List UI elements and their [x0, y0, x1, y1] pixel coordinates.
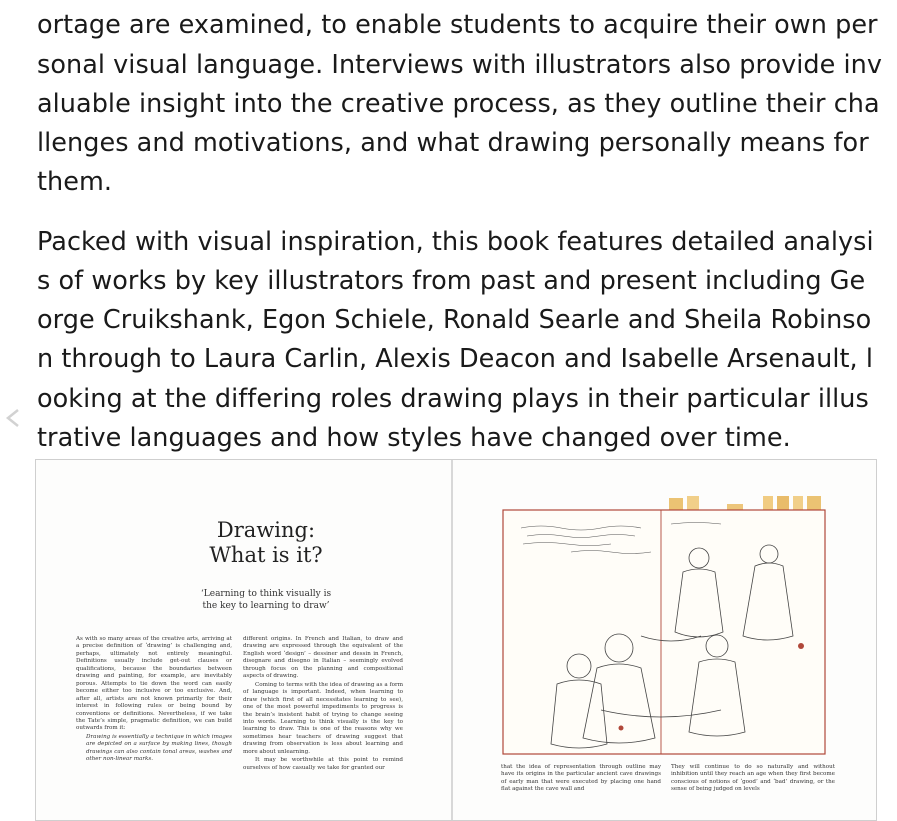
body-column: As with so many areas of the creative arts, arriving at a precise definition of ‘drawing’ is challenging and, perhaps, ultimately not entirely meaningful. Definitions usually include get-out clauses or qualifications, because the boundaries between drawing and painting, for example, are inevitably porous. Attempts to tie down the word can easily become either too inclusive or too exclusive. And, after all, artists are not known primarily for their interest in following rules or being bound by conventions or definitions. Nevertheless, if we take the Tate’s simple, pragmatic definition, we can build outwards from it: Drawing is essentially a technique in which images are depicted on a surface by making lines, though drawings can also contain tonal areas, washes and other non-linear marks. — [76, 636, 232, 763]
description-line: ooking at the differing roles drawing plays in their particular illus — [37, 384, 869, 414]
chapter-title: What is it? — [209, 543, 323, 567]
description-line: sonal visual language. Interviews with illustrators also provide inv — [37, 50, 882, 80]
pull-quote: ‘Learning to think visually is the key to learning to draw’ — [200, 589, 332, 612]
page-back-arrow-icon[interactable] — [0, 404, 28, 432]
description-line: them. — [37, 167, 113, 197]
description-line: aluable insight into the creative process, as they outline their cha — [37, 89, 880, 119]
description-line: trative languages and how styles have changed over time. — [37, 423, 791, 453]
left-page — [36, 460, 451, 820]
description-line: orge Cruikshank, Egon Schiele, Ronald Searle and Sheila Robinso — [37, 305, 872, 335]
description-line: Packed with visual inspiration, this book features detailed analysi — [37, 227, 874, 257]
description-line: llenges and motivations, and what drawing personally means for — [37, 128, 869, 158]
body-column: different origins. In French and Italian, to draw and drawing are expressed through the equivalent of the English word ‘design’ – dessiner and dessin in French, disegnare and disegno in Italian – seemingly evolved through focus on the planning and compositional aspects of drawing. Coming to terms with the idea of drawing as a form of language is important. Indeed, when learning to draw (which first of all necessitates learning to see), one of the most powerful impediments to progress is the brain’s insistent habit of trying to change seeing into words. Learning to think visually is the key to learning to draw. This is one of the reasons why we sometimes hear teachers of drawing suggest that drawing from observation is less about learning and more about unlearning. It may be worthwhile at this point to remind ourselves of how casually we take for granted our — [243, 636, 403, 771]
description-line: s of works by key illustrators from past and present including Ge — [37, 266, 866, 296]
body-column: that the idea of representation through outline may have its origins in the particular ancient cave drawings of early man that were executed by placing one hand flat against the cave wall and — [501, 764, 661, 793]
right-page — [453, 460, 876, 820]
book-spread-image — [35, 459, 877, 821]
sketchbook-drawing — [501, 496, 831, 756]
description-line: ortage are examined, to enable students to acquire their own per — [37, 10, 878, 40]
description-line: n through to Laura Carlin, Alexis Deacon and Isabelle Arsenault, l — [37, 344, 873, 374]
chapter-title: Drawing: — [216, 518, 316, 542]
body-column: They will continue to do so naturally and without inhibition until they reach an age when they first become conscious of notions of ‘good’ and ‘bad’ drawing, or the sense of being judged on levels — [671, 764, 835, 793]
